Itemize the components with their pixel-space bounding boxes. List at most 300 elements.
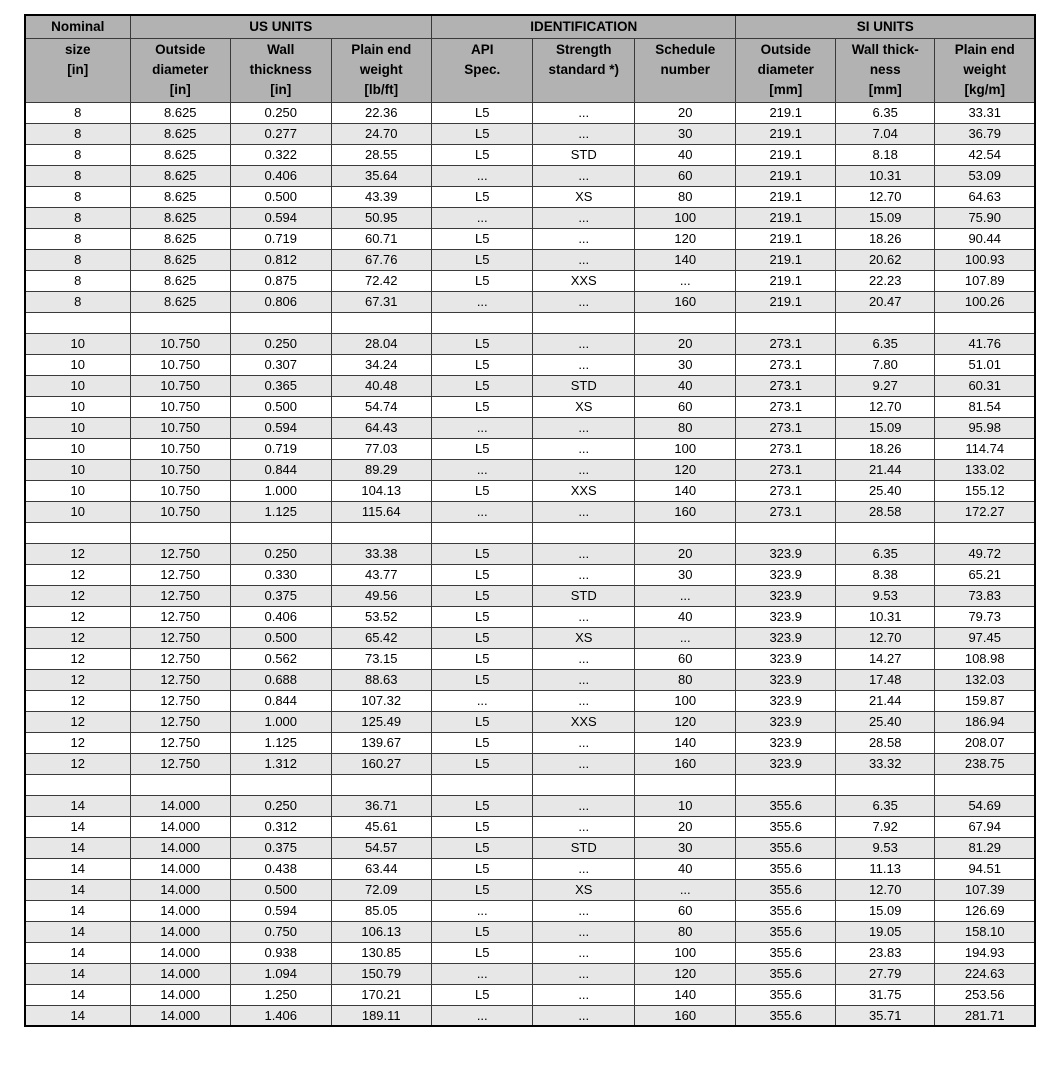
table-cell: 170.21 [331, 984, 431, 1005]
table-cell: 0.719 [231, 228, 331, 249]
table-cell: 65.21 [935, 564, 1035, 585]
table-cell: L5 [431, 648, 533, 669]
table-cell: 7.04 [835, 123, 934, 144]
table-cell: ... [533, 459, 635, 480]
table-cell: 12.750 [130, 564, 230, 585]
table-cell: 273.1 [736, 417, 835, 438]
table-cell: 20 [634, 333, 736, 354]
table-row [25, 543, 1035, 564]
table-cell: ... [533, 249, 635, 270]
table-cell: 355.6 [736, 837, 835, 858]
table-cell [935, 312, 1035, 333]
table-cell: 72.09 [331, 879, 431, 900]
table-row [25, 816, 1035, 837]
table-cell: ... [431, 417, 533, 438]
table-cell: 0.844 [231, 459, 331, 480]
table-cell: 115.64 [331, 501, 431, 522]
table-row [25, 648, 1035, 669]
table-cell: 14 [25, 942, 130, 963]
table-cell: 159.87 [935, 690, 1035, 711]
table-cell: 0.594 [231, 900, 331, 921]
table-cell: 12 [25, 564, 130, 585]
table-cell [331, 312, 431, 333]
table-cell [431, 522, 533, 543]
table-cell: 0.365 [231, 375, 331, 396]
table-cell [835, 522, 934, 543]
table-cell: L5 [431, 144, 533, 165]
table-cell: 160 [634, 291, 736, 312]
table-cell: L5 [431, 921, 533, 942]
table-cell: 273.1 [736, 333, 835, 354]
table-cell: STD [533, 585, 635, 606]
table-cell: STD [533, 837, 635, 858]
table-cell: 65.42 [331, 627, 431, 648]
table-cell: 40.48 [331, 375, 431, 396]
table-cell: 281.71 [935, 1005, 1035, 1026]
table-row [25, 921, 1035, 942]
table-cell: 10 [25, 438, 130, 459]
table-cell: 51.01 [935, 354, 1035, 375]
table-cell: 14 [25, 984, 130, 1005]
table-cell: 10.750 [130, 354, 230, 375]
table-cell: 1.000 [231, 480, 331, 501]
table-cell: ... [431, 1005, 533, 1026]
table-cell: 79.73 [935, 606, 1035, 627]
table-cell: 355.6 [736, 795, 835, 816]
table-cell: 323.9 [736, 606, 835, 627]
column-header: Plain end weight [lb/ft] [331, 38, 431, 102]
table-cell: 0.875 [231, 270, 331, 291]
table-cell: 12 [25, 753, 130, 774]
table-cell: 54.69 [935, 795, 1035, 816]
table-cell: 28.04 [331, 333, 431, 354]
table-cell: 323.9 [736, 585, 835, 606]
table-cell: 36.71 [331, 795, 431, 816]
table-cell: L5 [431, 837, 533, 858]
table-cell [835, 774, 934, 795]
table-cell: 27.79 [835, 963, 934, 984]
table-row [25, 165, 1035, 186]
table-cell: 14.000 [130, 858, 230, 879]
table-cell: 355.6 [736, 879, 835, 900]
table-cell: 94.51 [935, 858, 1035, 879]
column-header: Outside diameter [in] [130, 38, 230, 102]
table-cell: ... [533, 123, 635, 144]
table-cell: 0.594 [231, 207, 331, 228]
table-cell: 323.9 [736, 669, 835, 690]
table-cell: 100 [634, 690, 736, 711]
table-row [25, 228, 1035, 249]
table-cell: 172.27 [935, 501, 1035, 522]
table-cell: L5 [431, 102, 533, 123]
table-row [25, 102, 1035, 123]
table-cell: 14.000 [130, 921, 230, 942]
table-cell: ... [533, 900, 635, 921]
table-cell: ... [533, 858, 635, 879]
table-cell [431, 774, 533, 795]
table-cell: 81.54 [935, 396, 1035, 417]
column-header: Wall thickness [in] [231, 38, 331, 102]
table-row [25, 333, 1035, 354]
table-row [25, 438, 1035, 459]
table-cell: 189.11 [331, 1005, 431, 1026]
table-cell: 24.70 [331, 123, 431, 144]
table-cell: ... [634, 585, 736, 606]
table-cell: 8 [25, 102, 130, 123]
table-row [25, 144, 1035, 165]
group-header-si-units: SI UNITS [736, 15, 1035, 38]
table-cell [130, 522, 230, 543]
table-cell: ... [533, 564, 635, 585]
table-cell: L5 [431, 186, 533, 207]
table-cell: 120 [634, 228, 736, 249]
table-cell: 60 [634, 648, 736, 669]
table-cell: 0.250 [231, 102, 331, 123]
table-cell: ... [431, 963, 533, 984]
table-cell: 14.000 [130, 963, 230, 984]
table-cell: 355.6 [736, 858, 835, 879]
table-cell: ... [634, 879, 736, 900]
table-cell: 0.322 [231, 144, 331, 165]
table-row [25, 375, 1035, 396]
table-cell: 0.375 [231, 585, 331, 606]
table-row [25, 249, 1035, 270]
table-cell: 49.56 [331, 585, 431, 606]
table-cell: 224.63 [935, 963, 1035, 984]
table-cell: STD [533, 144, 635, 165]
table-cell: 6.35 [835, 543, 934, 564]
table-cell: 19.05 [835, 921, 934, 942]
table-cell: ... [533, 963, 635, 984]
table-cell: ... [431, 165, 533, 186]
table-cell: 40 [634, 375, 736, 396]
table-cell: 14 [25, 900, 130, 921]
table-cell: 140 [634, 732, 736, 753]
table-cell: STD [533, 375, 635, 396]
table-row [25, 417, 1035, 438]
table-cell [736, 312, 835, 333]
table-cell: L5 [431, 228, 533, 249]
table-cell: L5 [431, 732, 533, 753]
table-cell: 9.53 [835, 585, 934, 606]
group-header-us-units: US UNITS [130, 15, 431, 38]
table-cell: 12.70 [835, 879, 934, 900]
table-cell: 12 [25, 627, 130, 648]
table-cell: 12 [25, 690, 130, 711]
table-cell: 8.625 [130, 144, 230, 165]
table-row [25, 963, 1035, 984]
table-cell: 273.1 [736, 480, 835, 501]
table-cell: 77.03 [331, 438, 431, 459]
table-cell: 43.39 [331, 186, 431, 207]
table-cell: 160 [634, 753, 736, 774]
table-cell: 8.625 [130, 249, 230, 270]
table-cell: 273.1 [736, 459, 835, 480]
table-cell: 1.000 [231, 711, 331, 732]
table-cell: 114.74 [935, 438, 1035, 459]
table-cell: 10 [634, 795, 736, 816]
table-cell: XS [533, 627, 635, 648]
table-cell: ... [431, 459, 533, 480]
table-row [25, 480, 1035, 501]
table-cell: 0.719 [231, 438, 331, 459]
table-row [25, 795, 1035, 816]
table-cell: 323.9 [736, 690, 835, 711]
table-cell: 14.000 [130, 984, 230, 1005]
table-cell: 100 [634, 942, 736, 963]
table-cell: ... [533, 543, 635, 564]
table-cell: 10 [25, 459, 130, 480]
table-cell: 186.94 [935, 711, 1035, 732]
table-cell: 20.62 [835, 249, 934, 270]
table-row [25, 627, 1035, 648]
table-cell: ... [533, 606, 635, 627]
table-cell: 10 [25, 333, 130, 354]
table-cell: L5 [431, 879, 533, 900]
table-cell: 50.95 [331, 207, 431, 228]
column-header: API Spec. [431, 38, 533, 102]
table-cell: 0.562 [231, 648, 331, 669]
table-cell: 8.38 [835, 564, 934, 585]
table-cell: 140 [634, 480, 736, 501]
table-cell: 355.6 [736, 900, 835, 921]
table-row [25, 585, 1035, 606]
table-cell: 53.09 [935, 165, 1035, 186]
table-cell: 355.6 [736, 816, 835, 837]
table-cell: 10.750 [130, 501, 230, 522]
table-cell: 15.09 [835, 207, 934, 228]
table-cell: 8.625 [130, 207, 230, 228]
table-cell: 253.56 [935, 984, 1035, 1005]
column-header: Plain end weight [kg/m] [935, 38, 1035, 102]
table-cell: 54.57 [331, 837, 431, 858]
table-cell: 35.71 [835, 1005, 934, 1026]
table-cell: 10 [25, 396, 130, 417]
table-cell: 12 [25, 648, 130, 669]
table-row [25, 942, 1035, 963]
table-cell: ... [533, 228, 635, 249]
table-cell: 0.250 [231, 333, 331, 354]
table-cell [331, 522, 431, 543]
table-row [25, 879, 1035, 900]
table-cell: 14.000 [130, 1005, 230, 1026]
table-cell: 150.79 [331, 963, 431, 984]
table-cell: 106.13 [331, 921, 431, 942]
table-cell: 10.750 [130, 333, 230, 354]
table-cell: 355.6 [736, 921, 835, 942]
table-cell: 34.24 [331, 354, 431, 375]
table-cell: 8.625 [130, 165, 230, 186]
table-cell: 108.98 [935, 648, 1035, 669]
table-cell: XXS [533, 480, 635, 501]
table-cell: 0.307 [231, 354, 331, 375]
group-header-identification: IDENTIFICATION [431, 15, 736, 38]
table-cell: L5 [431, 354, 533, 375]
table-cell: ... [533, 291, 635, 312]
table-row [25, 459, 1035, 480]
table-cell: ... [533, 1005, 635, 1026]
table-cell: 28.58 [835, 501, 934, 522]
table-row [25, 270, 1035, 291]
table-cell: 67.94 [935, 816, 1035, 837]
table-cell: 6.35 [835, 333, 934, 354]
table-cell: 7.92 [835, 816, 934, 837]
table-cell: 9.27 [835, 375, 934, 396]
table-cell: 355.6 [736, 1005, 835, 1026]
table-cell: 81.29 [935, 837, 1035, 858]
table-cell: 100 [634, 438, 736, 459]
table-cell: 120 [634, 963, 736, 984]
table-cell: 30 [634, 564, 736, 585]
table-cell: 7.80 [835, 354, 934, 375]
table-cell: 132.03 [935, 669, 1035, 690]
table-cell: 8.625 [130, 228, 230, 249]
table-cell: 107.32 [331, 690, 431, 711]
table-cell: 14 [25, 837, 130, 858]
table-cell [130, 312, 230, 333]
table-cell: 0.406 [231, 606, 331, 627]
table-cell: 75.90 [935, 207, 1035, 228]
table-row [25, 354, 1035, 375]
table-cell [25, 522, 130, 543]
table-cell: 41.76 [935, 333, 1035, 354]
column-header: Outside diameter [mm] [736, 38, 835, 102]
table-cell: 8 [25, 186, 130, 207]
table-cell: 107.89 [935, 270, 1035, 291]
table-cell: 133.02 [935, 459, 1035, 480]
table-cell [634, 774, 736, 795]
table-cell: 10 [25, 375, 130, 396]
table-row [25, 501, 1035, 522]
table-cell: 120 [634, 711, 736, 732]
table-cell: 10.31 [835, 606, 934, 627]
table-cell: XS [533, 396, 635, 417]
table-cell: 80 [634, 921, 736, 942]
table-cell: 0.277 [231, 123, 331, 144]
table-cell: 219.1 [736, 144, 835, 165]
table-cell [231, 522, 331, 543]
table-cell: L5 [431, 123, 533, 144]
table-cell: 273.1 [736, 396, 835, 417]
table-cell: 219.1 [736, 228, 835, 249]
table-cell: 140 [634, 249, 736, 270]
table-cell: 33.31 [935, 102, 1035, 123]
table-cell [736, 522, 835, 543]
table-cell: L5 [431, 606, 533, 627]
group-header-nominal: Nominal [25, 15, 130, 38]
table-cell: ... [533, 165, 635, 186]
table-cell [331, 774, 431, 795]
table-cell: 64.63 [935, 186, 1035, 207]
table-cell: ... [533, 795, 635, 816]
table-cell: 14.000 [130, 837, 230, 858]
table-cell: ... [431, 207, 533, 228]
table-cell: 60 [634, 396, 736, 417]
table-cell: 10.750 [130, 417, 230, 438]
table-cell: 219.1 [736, 123, 835, 144]
table-cell: 355.6 [736, 942, 835, 963]
table-cell: 107.39 [935, 879, 1035, 900]
table-cell: ... [533, 501, 635, 522]
table-cell: 14 [25, 921, 130, 942]
table-cell: 0.500 [231, 627, 331, 648]
table-header [25, 15, 1035, 102]
table-cell: ... [533, 438, 635, 459]
table-cell: 35.64 [331, 165, 431, 186]
table-cell: 219.1 [736, 207, 835, 228]
table-cell: 8 [25, 249, 130, 270]
table-cell: 8 [25, 207, 130, 228]
table-cell [25, 774, 130, 795]
table-cell: ... [634, 270, 736, 291]
table-cell: 20 [634, 543, 736, 564]
table-cell: 194.93 [935, 942, 1035, 963]
table-cell: 80 [634, 417, 736, 438]
table-cell: 60 [634, 165, 736, 186]
table-cell: 0.330 [231, 564, 331, 585]
table-cell: 273.1 [736, 438, 835, 459]
table-cell: L5 [431, 396, 533, 417]
table-cell: 12.70 [835, 186, 934, 207]
table-row [25, 900, 1035, 921]
table-cell: L5 [431, 564, 533, 585]
table-cell: 10.31 [835, 165, 934, 186]
table-cell: 14 [25, 858, 130, 879]
table-cell: 28.55 [331, 144, 431, 165]
table-cell: 1.312 [231, 753, 331, 774]
table-cell: 12.750 [130, 711, 230, 732]
table-cell: 160 [634, 501, 736, 522]
table-cell: 14 [25, 795, 130, 816]
table-cell: ... [533, 942, 635, 963]
table-cell: 0.500 [231, 396, 331, 417]
table-cell: ... [533, 753, 635, 774]
table-cell: 120 [634, 459, 736, 480]
table-row [25, 606, 1035, 627]
table-cell: 12.70 [835, 396, 934, 417]
separator-row [25, 312, 1035, 333]
table-cell: 10 [25, 480, 130, 501]
table-cell: 12.70 [835, 627, 934, 648]
table-cell: 126.69 [935, 900, 1035, 921]
table-cell: 0.938 [231, 942, 331, 963]
page [0, 14, 1060, 1078]
table-cell: 20.47 [835, 291, 934, 312]
table-cell: ... [533, 648, 635, 669]
table-cell: L5 [431, 753, 533, 774]
table-cell: L5 [431, 249, 533, 270]
table-cell: L5 [431, 375, 533, 396]
table-cell: ... [634, 627, 736, 648]
table-cell: 12.750 [130, 543, 230, 564]
table-row [25, 837, 1035, 858]
table-cell: ... [533, 690, 635, 711]
table-cell: 10 [25, 501, 130, 522]
table-cell: 6.35 [835, 795, 934, 816]
table-cell: 12.750 [130, 753, 230, 774]
table-cell: 12.750 [130, 669, 230, 690]
table-cell: 208.07 [935, 732, 1035, 753]
table-cell: 49.72 [935, 543, 1035, 564]
table-cell: 12.750 [130, 690, 230, 711]
table-cell: 18.26 [835, 438, 934, 459]
table-cell: 85.05 [331, 900, 431, 921]
table-cell: 323.9 [736, 543, 835, 564]
table-cell: L5 [431, 984, 533, 1005]
table-cell: 125.49 [331, 711, 431, 732]
table-cell: 64.43 [331, 417, 431, 438]
table-cell: 40 [634, 144, 736, 165]
